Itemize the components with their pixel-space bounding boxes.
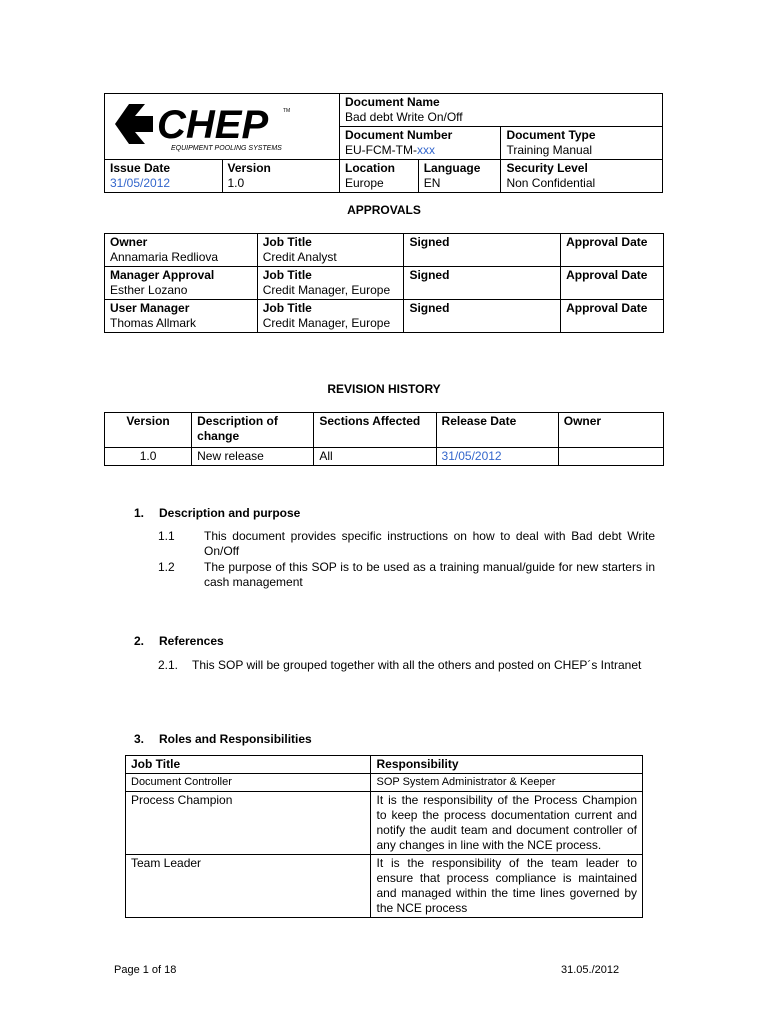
- revision-cell: 31/05/2012: [436, 448, 558, 466]
- section-title: Description and purpose: [159, 506, 301, 520]
- approval-signed-label: Signed: [409, 235, 450, 249]
- roles-col-responsibility: Responsibility: [371, 756, 643, 774]
- language-value: EN: [423, 176, 441, 190]
- section-2-heading: [134, 634, 224, 649]
- revision-header-row: [105, 413, 664, 448]
- revision-cell: All: [314, 448, 436, 466]
- revision-cell: New release: [192, 448, 314, 466]
- doc-number-value: EU-FCM-TM-: [345, 143, 417, 157]
- section-item-number: 1.2: [158, 560, 175, 574]
- roles-header-row: [126, 756, 643, 774]
- approval-row: [105, 267, 664, 300]
- section-number: 1.: [134, 506, 145, 520]
- roles-cell: It is the responsibility of the Process Champion to keep the process documentation current and notify the audit team and document controller of any changes in line with the NCE process.: [371, 792, 643, 855]
- doc-number-suffix: xxx: [416, 143, 435, 157]
- version-cell: [222, 160, 340, 193]
- issue-date-label: Issue Date: [110, 161, 171, 175]
- roles-col-job-title: Job Title: [126, 756, 371, 774]
- approval-name: Annamaria Redliova: [110, 250, 219, 264]
- roles-cell: Team Leader: [126, 855, 371, 918]
- language-label: Language: [423, 161, 481, 175]
- approval-role: User Manager: [110, 301, 190, 315]
- section-3-heading: [134, 732, 312, 747]
- security-value: Non Confidential: [506, 176, 596, 190]
- approval-row: [105, 234, 664, 267]
- section-item-text: This document provides specific instructions on how to deal with Bad debt Write On/Off: [204, 529, 655, 558]
- doc-type-label: Document Type: [506, 128, 596, 142]
- chep-arrow-icon: [115, 104, 153, 144]
- doc-number-label: Document Number: [345, 128, 453, 142]
- revision-col-owner: Owner: [558, 413, 663, 448]
- approval-name: Esther Lozano: [110, 283, 188, 297]
- approvals-heading: APPROVALS: [347, 203, 421, 217]
- revision-heading: REVISION HISTORY: [327, 382, 441, 396]
- location-label: Location: [345, 161, 395, 175]
- approval-signed-label: Signed: [409, 268, 450, 282]
- approval-job-value: Credit Manager, Europe: [262, 316, 391, 330]
- section-item-number: 1.1: [158, 529, 175, 543]
- approval-date-label: Approval Date: [566, 268, 648, 282]
- version-value: 1.0: [227, 176, 245, 190]
- location-cell: [340, 160, 419, 193]
- svg-text:TM: TM: [283, 108, 291, 114]
- approval-role: Owner: [110, 235, 148, 249]
- section-item-text: This SOP will be grouped together with all the others and posted on CHEP´s Intranet: [192, 658, 642, 672]
- roles-cell: Process Champion: [126, 792, 371, 855]
- approval-role: Manager Approval: [110, 268, 215, 282]
- approval-signed-label: Signed: [409, 301, 450, 315]
- doc-number-cell: [340, 127, 501, 160]
- footer-date: 31.05./2012: [561, 964, 620, 976]
- approval-job-label: Job Title: [262, 301, 312, 315]
- logo-wordmark: CHEP: [157, 103, 269, 147]
- revision-col-release-date: Release Date: [436, 413, 558, 448]
- revision-col-sections: Sections Affected: [314, 413, 436, 448]
- approvals-table: [104, 233, 664, 333]
- language-cell: [418, 160, 501, 193]
- section-item-number: 2.1.: [158, 658, 179, 672]
- issue-date-cell: [105, 160, 223, 193]
- approval-job-value: Credit Manager, Europe: [262, 283, 391, 297]
- approval-date-label: Approval Date: [566, 301, 648, 315]
- roles-row: [126, 774, 643, 792]
- revision-col-description: Description of change: [192, 413, 314, 448]
- section-item-text: The purpose of this SOP is to be used as a training manual/guide for new starters in cash management: [204, 560, 655, 589]
- section-1-heading: [134, 506, 301, 521]
- approval-job-label: Job Title: [262, 268, 312, 282]
- revision-cell: [558, 448, 663, 466]
- logo-tagline: EQUIPMENT POOLING SYSTEMS: [171, 145, 282, 152]
- section-number: 3.: [134, 732, 145, 746]
- section-number: 2.: [134, 634, 145, 648]
- section-title: Roles and Responsibilities: [159, 732, 312, 746]
- document-header-table: [104, 93, 663, 193]
- doc-type-value: Training Manual: [506, 143, 593, 157]
- doc-name-cell: [340, 94, 663, 127]
- revision-row: [105, 448, 664, 466]
- page-number: Page 1 of 18: [114, 964, 177, 976]
- doc-name-label: Document Name: [345, 95, 440, 109]
- location-value: Europe: [345, 176, 384, 190]
- security-label: Security Level: [506, 161, 588, 175]
- roles-cell: SOP System Administrator & Keeper: [371, 774, 643, 792]
- revision-col-version: Version: [105, 413, 192, 448]
- roles-cell: It is the responsibility of the team leader to ensure that process compliance is maintained and managed within the time lines governed by the NCE process: [371, 855, 643, 918]
- approval-date-label: Approval Date: [566, 235, 648, 249]
- version-label: Version: [227, 161, 271, 175]
- approval-job-label: Job Title: [262, 235, 312, 249]
- doc-name-value: Bad debt Write On/Off: [345, 110, 463, 124]
- security-cell: [501, 160, 663, 193]
- logo-cell: [105, 94, 340, 160]
- approval-job-value: Credit Analyst: [262, 250, 337, 264]
- revision-cell: 1.0: [105, 448, 192, 466]
- roles-cell: Document Controller: [126, 774, 371, 792]
- doc-type-cell: [501, 127, 663, 160]
- roles-row: [126, 855, 643, 918]
- chep-logo: [105, 94, 339, 154]
- revision-table: [104, 412, 664, 466]
- approval-name: Thomas Allmark: [110, 316, 197, 330]
- issue-date-value: 31/05/2012: [110, 176, 171, 190]
- roles-row: [126, 792, 643, 855]
- approval-row: [105, 300, 664, 333]
- section-title: References: [159, 634, 224, 648]
- roles-table: [125, 755, 643, 918]
